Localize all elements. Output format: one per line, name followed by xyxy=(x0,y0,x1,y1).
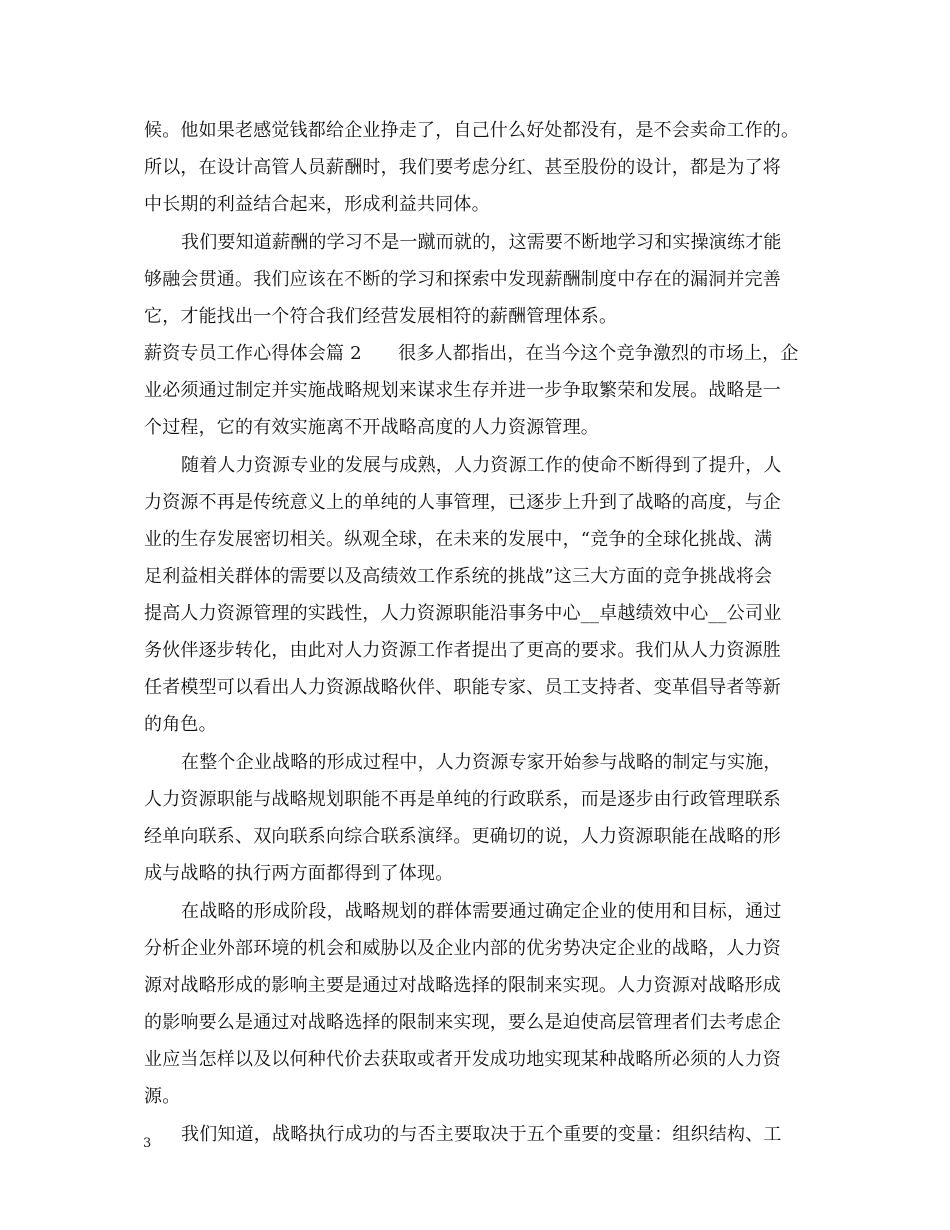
text-line: 足利益相关群体的需要以及高绩效工作系统的挑战”这三大方面的竞争挑战将会 xyxy=(144,566,773,587)
text-line: 在战略的形成阶段，战略规划的群体需要通过确定企业的使用和目标，通过 xyxy=(181,901,782,922)
text-line: 随着人力资源专业的发展与成熟，人力资源工作的使命不断得到了提升，人 xyxy=(181,455,782,476)
text-line: 中长期的利益结合起来，形成利益共同体。 xyxy=(144,194,490,215)
text-line: 经单向联系、双向联系向综合联系演绎。更确切的说，人力资源职能在战略的形 xyxy=(144,826,781,847)
text-line: 业必须通过制定并实施战略规划来谋求生存并进一步争取繁荣和发展。战略是一 xyxy=(144,380,781,401)
text-line: 我们知道，战略执行成功的与否主要取决于五个重要的变量：组织结构、工 xyxy=(181,1124,782,1145)
text-line: 候。他如果老感觉钱都给企业挣走了，自己什么好处都没有，是不会卖命工作的。 xyxy=(144,120,800,141)
text-line: 务伙伴逐步转化，由此对人力资源工作者提出了更高的要求。我们从人力资源胜 xyxy=(144,640,781,661)
text-line: 业的生存发展密切相关。纵观全球，在未来的发展中，“竞争的全球化挑战、满 xyxy=(144,529,773,550)
text-line: 在整个企业战略的形成过程中，人力资源专家开始参与战略的制定与实施， xyxy=(181,752,782,773)
text-line: 业应当怎样以及以何种代价去获取或者开发成功地实现某种战略所必须的人力资 xyxy=(144,1049,781,1070)
text-line: 成与战略的执行两方面都得到了体现。 xyxy=(144,863,454,884)
text-line: 人力资源职能与战略规划职能不再是单纯的行政联系，而是逐步由行政管理联系 xyxy=(144,789,781,810)
page-number: 3 xyxy=(143,1136,152,1151)
text-line: 任者模型可以看出人力资源战略伙伴、职能专家、员工支持者、变革倡导者等新 xyxy=(144,677,781,698)
text-line: 够融会贯通。我们应该在不断的学习和探索中发现薪酬制度中存在的漏洞并完善 xyxy=(144,269,781,290)
text-line: 源。 xyxy=(144,1086,181,1107)
text-line: 所以，在设计高管人员薪酬时，我们要考虑分红、甚至股份的设计，都是为了将 xyxy=(144,157,781,178)
text-line: 提高人力资源管理的实践性，人力资源职能沿事务中心__卓越绩效中心__公司业 xyxy=(144,603,782,624)
text-line: 源对战略形成的影响主要是通过对战略选择的限制来实现。人力资源对战略形成 xyxy=(144,975,781,996)
text-line: 力资源不再是传统意义上的单纯的人事管理，已逐步上升到了战略的高度，与企 xyxy=(144,492,781,513)
text-line: 它，才能找出一个符合我们经营发展相符的薪酬管理体系。 xyxy=(144,306,618,327)
text-line: 的角色。 xyxy=(144,714,217,735)
text-line: 我们要知道薪酬的学习不是一蹴而就的，这需要不断地学习和实操演练才能 xyxy=(181,232,782,253)
text-line: 个过程，它的有效实施离不开战略高度的人力资源管理。 xyxy=(144,417,599,438)
section-heading-line: 薪资专员工作心得体会篇 2 很多人都指出，在当今这个竞争激烈的市场上，企 xyxy=(144,343,799,364)
text-line: 的影响要么是通过对战略选择的限制来实现，要么是迫使高层管理者们去考虑企 xyxy=(144,1012,781,1033)
text-line: 分析企业外部环境的机会和威胁以及企业内部的优劣势决定企业的战略，人力资 xyxy=(144,938,781,959)
